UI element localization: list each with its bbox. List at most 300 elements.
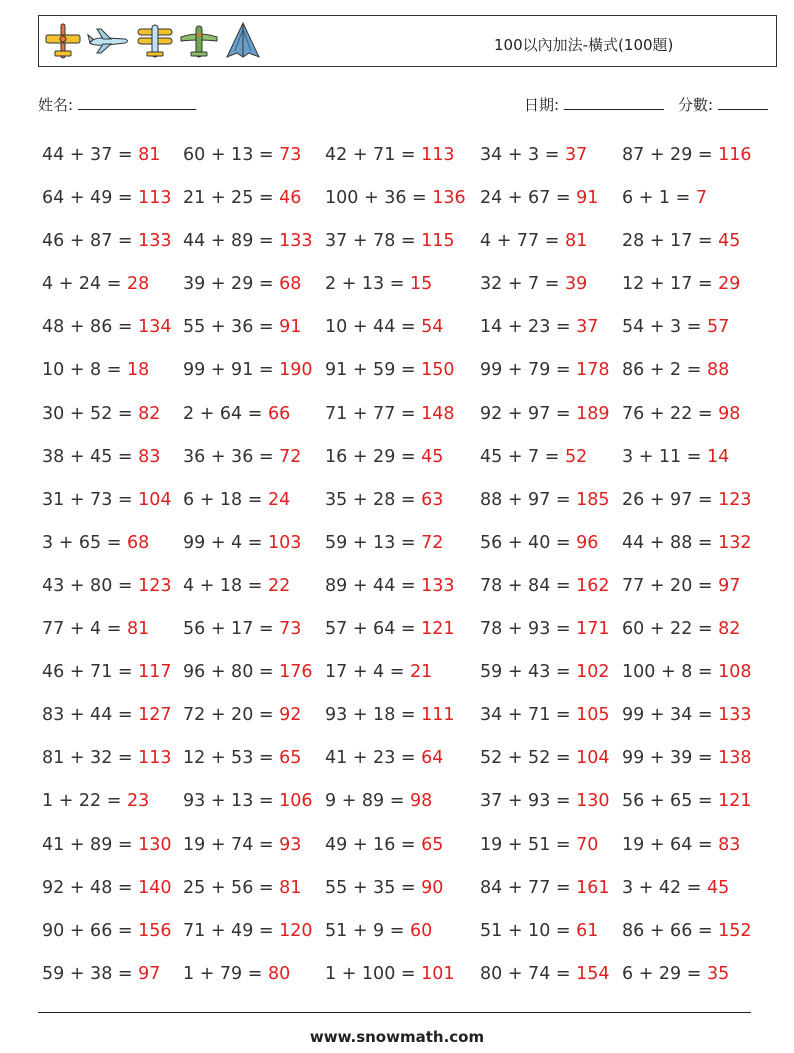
problem-question: 37 + 93 = [480, 791, 577, 812]
problem-item [42, 442, 183, 485]
problem-answer: 52 [564, 446, 588, 467]
problem-question: 92 + 97 = [480, 403, 577, 424]
problem-answer: 72 [421, 532, 444, 553]
problem-answer: 103 [267, 532, 302, 553]
problem-question: 41 + 23 = [325, 748, 422, 769]
problem-answer: 81 [564, 231, 588, 252]
problem-item [42, 700, 183, 743]
problem-question: 4 + 24 = [42, 274, 127, 295]
problem-item [183, 442, 325, 485]
score-label: 分數: [678, 96, 714, 114]
problem-answer: 185 [576, 489, 610, 510]
problem-item [42, 485, 183, 528]
problem-answer: 148 [421, 403, 455, 424]
problem-question: 71 + 49 = [183, 920, 280, 941]
problem-answer: 83 [138, 446, 161, 467]
problem-answer: 113 [138, 748, 172, 769]
problem-question: 6 + 18 = [183, 489, 268, 510]
problem-answer: 150 [421, 360, 455, 381]
problem-answer: 152 [718, 920, 752, 941]
problem-grid [42, 140, 762, 1002]
yellow-biplane-icon [135, 21, 175, 61]
problem-question: 6 + 1 = [622, 188, 696, 209]
problem-answer: 133 [138, 231, 172, 252]
problem-question: 42 + 71 = [325, 145, 422, 165]
problem-answer: 68 [126, 532, 150, 553]
problem-item [183, 355, 325, 398]
problem-item [325, 355, 480, 398]
problem-item [622, 140, 762, 183]
problem-answer: 130 [138, 834, 172, 855]
problem-question: 1 + 100 = [325, 963, 422, 984]
problem-question: 30 + 52 = [42, 403, 139, 424]
problem-answer: 132 [718, 532, 752, 553]
problem-item [42, 269, 183, 312]
problem-question: 10 + 44 = [325, 317, 422, 338]
problem-question: 3 + 42 = [622, 877, 707, 898]
problem-answer: 113 [138, 188, 172, 209]
problem-answer: 123 [138, 575, 172, 596]
problem-item [325, 312, 480, 355]
problem-question: 99 + 39 = [622, 748, 719, 769]
problem-answer: 81 [138, 145, 161, 165]
problem-item [42, 873, 183, 916]
problem-answer: 64 [421, 748, 444, 769]
problem-question: 100 + 36 = [325, 188, 433, 209]
problem-item [325, 657, 480, 700]
problem-question: 60 + 13 = [183, 145, 280, 165]
problem-answer: 127 [138, 705, 172, 726]
problem-answer: 18 [126, 360, 150, 381]
problem-item [42, 355, 183, 398]
problem-item [325, 786, 480, 829]
problem-answer: 90 [421, 877, 444, 898]
problem-item [622, 700, 762, 743]
problem-question: 51 + 10 = [480, 920, 577, 941]
problem-question: 19 + 64 = [622, 834, 719, 855]
problem-question: 9 + 89 = [325, 791, 410, 812]
problem-item [325, 485, 480, 528]
problem-item [42, 657, 183, 700]
problem-question: 80 + 74 = [480, 963, 577, 984]
problem-answer: 73 [279, 619, 302, 640]
problem-item [42, 183, 183, 226]
problem-question: 99 + 34 = [622, 705, 719, 726]
problem-question: 25 + 56 = [183, 877, 280, 898]
problem-answer: 121 [718, 791, 752, 812]
problem-answer: 65 [421, 834, 444, 855]
problem-answer: 60 [409, 920, 433, 941]
problem-question: 12 + 17 = [622, 274, 719, 295]
problem-item [480, 571, 622, 614]
problem-item [183, 786, 325, 829]
problem-question: 49 + 16 = [325, 834, 422, 855]
name-label: 姓名: [38, 96, 74, 114]
blue-jet-icon [87, 21, 131, 61]
problem-question: 1 + 79 = [183, 963, 268, 984]
problem-answer: 97 [138, 963, 161, 984]
problem-question: 72 + 20 = [183, 705, 280, 726]
problem-answer: 190 [279, 360, 313, 381]
problem-item [480, 399, 622, 442]
problem-question: 34 + 3 = [480, 145, 565, 165]
problem-question: 78 + 84 = [480, 575, 577, 596]
problem-answer: 80 [267, 963, 291, 984]
problem-item [480, 140, 622, 183]
problem-answer: 104 [138, 489, 172, 510]
problem-item [480, 959, 622, 1002]
problem-item [183, 269, 325, 312]
problem-item [42, 830, 183, 873]
problem-item [480, 355, 622, 398]
problem-item [42, 399, 183, 442]
problem-question: 32 + 7 = [480, 274, 565, 295]
problem-answer: 14 [706, 446, 730, 467]
problem-item [480, 873, 622, 916]
problem-question: 26 + 97 = [622, 489, 719, 510]
problem-question: 57 + 64 = [325, 619, 422, 640]
problem-item [183, 399, 325, 442]
problem-item [325, 528, 480, 571]
problem-item [183, 830, 325, 873]
problem-question: 34 + 71 = [480, 705, 577, 726]
problem-item [42, 312, 183, 355]
problem-question: 86 + 66 = [622, 920, 719, 941]
problem-item [325, 183, 480, 226]
problem-answer: 7 [695, 188, 707, 209]
problem-item [622, 442, 762, 485]
problem-answer: 82 [138, 403, 161, 424]
problem-item [622, 183, 762, 226]
problem-item [622, 528, 762, 571]
date-label: 日期: [524, 96, 560, 114]
problem-answer: 37 [576, 317, 599, 338]
problem-answer: 22 [267, 575, 291, 596]
problem-item [622, 830, 762, 873]
problem-question: 3 + 11 = [622, 446, 707, 467]
problem-answer: 81 [279, 877, 302, 898]
problem-answer: 24 [267, 489, 291, 510]
problem-answer: 133 [421, 575, 455, 596]
problem-item [480, 528, 622, 571]
problem-question: 76 + 22 = [622, 403, 719, 424]
problem-item [183, 183, 325, 226]
problem-question: 91 + 59 = [325, 360, 422, 381]
problem-question: 1 + 22 = [42, 791, 127, 812]
problem-answer: 88 [706, 360, 730, 381]
problem-item [622, 226, 762, 269]
problem-item [325, 399, 480, 442]
problem-question: 24 + 67 = [480, 188, 577, 209]
problem-answer: 178 [576, 360, 610, 381]
problem-question: 35 + 28 = [325, 489, 422, 510]
problem-item [622, 657, 762, 700]
problem-answer: 45 [718, 231, 741, 252]
problem-question: 39 + 29 = [183, 274, 280, 295]
problem-item [480, 183, 622, 226]
problem-answer: 133 [718, 705, 752, 726]
name-field[interactable] [38, 94, 196, 115]
date-field[interactable] [524, 94, 664, 115]
problem-item [325, 873, 480, 916]
problem-answer: 92 [279, 705, 302, 726]
problem-answer: 113 [421, 145, 455, 165]
problem-item [480, 786, 622, 829]
problem-question: 46 + 71 = [42, 662, 139, 683]
problem-question: 96 + 80 = [183, 662, 280, 683]
problem-answer: 105 [576, 705, 610, 726]
problem-question: 46 + 87 = [42, 231, 139, 252]
problem-item [480, 657, 622, 700]
problem-item [42, 959, 183, 1002]
problem-answer: 106 [279, 791, 313, 812]
problem-answer: 28 [126, 274, 150, 295]
problem-item [325, 830, 480, 873]
problem-item [480, 614, 622, 657]
problem-answer: 138 [718, 748, 752, 769]
problem-question: 2 + 13 = [325, 274, 410, 295]
problem-question: 86 + 2 = [622, 360, 707, 381]
blue-stealth-jet-icon [223, 21, 263, 61]
problem-answer: 115 [421, 231, 455, 252]
problem-item [183, 312, 325, 355]
problem-answer: 102 [576, 662, 610, 683]
problem-answer: 66 [267, 403, 291, 424]
problem-question: 64 + 49 = [42, 188, 139, 209]
name-blank[interactable] [78, 95, 196, 110]
problem-item [183, 916, 325, 959]
problem-question: 2 + 64 = [183, 403, 268, 424]
problem-answer: 120 [279, 920, 313, 941]
problem-answer: 156 [138, 920, 172, 941]
problem-item [325, 959, 480, 1002]
problem-item [183, 140, 325, 183]
problem-question: 89 + 44 = [325, 575, 422, 596]
problem-question: 37 + 78 = [325, 231, 422, 252]
problem-question: 12 + 53 = [183, 748, 280, 769]
problem-answer: 98 [718, 403, 741, 424]
problem-answer: 96 [576, 532, 599, 553]
problem-answer: 61 [576, 920, 599, 941]
problem-question: 99 + 79 = [480, 360, 577, 381]
problem-question: 44 + 37 = [42, 145, 139, 165]
problem-question: 17 + 4 = [325, 662, 410, 683]
problem-answer: 98 [409, 791, 433, 812]
problem-item [480, 312, 622, 355]
problem-answer: 45 [706, 877, 730, 898]
problem-answer: 73 [279, 145, 302, 165]
problem-question: 59 + 13 = [325, 532, 422, 553]
problem-question: 90 + 66 = [42, 920, 139, 941]
problem-item [325, 442, 480, 485]
problem-question: 44 + 89 = [183, 231, 280, 252]
worksheet-header [38, 15, 777, 67]
problem-item [183, 485, 325, 528]
problem-question: 56 + 17 = [183, 619, 280, 640]
problem-question: 28 + 17 = [622, 231, 719, 252]
problem-question: 19 + 74 = [183, 834, 280, 855]
problem-item [325, 700, 480, 743]
problem-question: 88 + 97 = [480, 489, 577, 510]
problem-question: 52 + 52 = [480, 748, 577, 769]
problem-question: 3 + 65 = [42, 532, 127, 553]
problem-question: 77 + 4 = [42, 619, 127, 640]
problem-answer: 117 [138, 662, 172, 683]
problem-answer: 68 [279, 274, 302, 295]
problem-item [42, 916, 183, 959]
problem-item [622, 355, 762, 398]
problem-question: 38 + 45 = [42, 446, 139, 467]
problem-answer: 70 [576, 834, 599, 855]
problem-question: 16 + 29 = [325, 446, 422, 467]
problem-item [325, 571, 480, 614]
problem-question: 71 + 77 = [325, 403, 422, 424]
problem-item [622, 786, 762, 829]
problem-answer: 21 [409, 662, 433, 683]
problem-item [622, 571, 762, 614]
problem-question: 55 + 36 = [183, 317, 280, 338]
problem-question: 36 + 36 = [183, 446, 280, 467]
yellow-plane-icon [43, 21, 83, 61]
problem-item [325, 916, 480, 959]
problem-item [183, 873, 325, 916]
problem-answer: 123 [718, 489, 752, 510]
problem-item [622, 873, 762, 916]
problem-answer: 104 [576, 748, 610, 769]
problem-answer: 176 [279, 662, 313, 683]
problem-question: 99 + 91 = [183, 360, 280, 381]
problem-answer: 35 [706, 963, 730, 984]
problem-answer: 154 [576, 963, 610, 984]
problem-answer: 140 [138, 877, 172, 898]
problem-answer: 162 [576, 575, 610, 596]
problem-item [325, 743, 480, 786]
problem-item [183, 657, 325, 700]
problem-answer: 65 [279, 748, 302, 769]
problem-answer: 82 [718, 619, 741, 640]
problem-question: 6 + 29 = [622, 963, 707, 984]
problem-question: 83 + 44 = [42, 705, 139, 726]
problem-question: 44 + 88 = [622, 532, 719, 553]
problem-item [183, 959, 325, 1002]
problem-answer: 91 [576, 188, 599, 209]
problem-item [325, 140, 480, 183]
icon-strip [43, 20, 263, 62]
problem-answer: 29 [718, 274, 741, 295]
problem-item [183, 614, 325, 657]
problem-question: 48 + 86 = [42, 317, 139, 338]
problem-answer: 93 [279, 834, 302, 855]
problem-answer: 111 [421, 705, 455, 726]
problem-answer: 45 [421, 446, 444, 467]
problem-question: 59 + 38 = [42, 963, 139, 984]
problem-answer: 15 [409, 274, 433, 295]
problem-answer: 46 [279, 188, 302, 209]
problem-question: 81 + 32 = [42, 748, 139, 769]
problem-question: 59 + 43 = [480, 662, 577, 683]
problem-item [42, 571, 183, 614]
problem-item [183, 528, 325, 571]
problem-question: 77 + 20 = [622, 575, 719, 596]
problem-answer: 91 [279, 317, 302, 338]
problem-question: 10 + 8 = [42, 360, 127, 381]
problem-question: 4 + 18 = [183, 575, 268, 596]
problem-item [480, 743, 622, 786]
problem-question: 51 + 9 = [325, 920, 410, 941]
problem-item [480, 442, 622, 485]
score-blank[interactable] [718, 95, 768, 110]
footer-url: www.snowmath.com [309, 1028, 485, 1046]
problem-answer: 37 [564, 145, 588, 165]
problem-item [622, 916, 762, 959]
problem-item [480, 485, 622, 528]
problem-question: 60 + 22 = [622, 619, 719, 640]
problem-item [183, 700, 325, 743]
problem-item [183, 743, 325, 786]
problem-answer: 116 [718, 145, 752, 165]
problem-question: 19 + 51 = [480, 834, 577, 855]
problem-item [42, 140, 183, 183]
problem-item [622, 959, 762, 1002]
problem-question: 45 + 7 = [480, 446, 565, 467]
problem-item [480, 700, 622, 743]
problem-item [183, 571, 325, 614]
problem-answer: 54 [421, 317, 444, 338]
problem-answer: 23 [126, 791, 150, 812]
problem-item [325, 269, 480, 312]
problem-question: 99 + 4 = [183, 532, 268, 553]
problem-item [325, 614, 480, 657]
problem-question: 93 + 13 = [183, 791, 280, 812]
date-blank[interactable] [564, 95, 664, 110]
problem-item [480, 269, 622, 312]
problem-answer: 57 [706, 317, 730, 338]
problem-item [42, 226, 183, 269]
problem-question: 87 + 29 = [622, 145, 719, 165]
worksheet-title: 100以內加法-橫式(100題) [494, 36, 674, 54]
problem-answer: 97 [718, 575, 741, 596]
problem-question: 92 + 48 = [42, 877, 139, 898]
problem-item [480, 226, 622, 269]
problem-question: 21 + 25 = [183, 188, 280, 209]
problem-answer: 189 [576, 403, 610, 424]
problem-question: 78 + 93 = [480, 619, 577, 640]
problem-item [42, 614, 183, 657]
problem-item [480, 830, 622, 873]
problem-answer: 136 [432, 188, 466, 209]
problem-item [622, 614, 762, 657]
problem-item [480, 916, 622, 959]
problem-question: 54 + 3 = [622, 317, 707, 338]
problem-question: 31 + 73 = [42, 489, 139, 510]
problem-question: 14 + 23 = [480, 317, 577, 338]
problem-item [622, 312, 762, 355]
problem-answer: 171 [576, 619, 610, 640]
score-field[interactable] [678, 94, 768, 115]
problem-question: 41 + 89 = [42, 834, 139, 855]
problem-question: 100 + 8 = [622, 662, 719, 683]
problem-item [42, 528, 183, 571]
problem-item [42, 786, 183, 829]
problem-question: 56 + 40 = [480, 532, 577, 553]
problem-answer: 81 [126, 619, 150, 640]
problem-answer: 121 [421, 619, 455, 640]
problem-answer: 83 [718, 834, 741, 855]
problem-question: 84 + 77 = [480, 877, 577, 898]
problem-answer: 108 [718, 662, 752, 683]
problem-answer: 63 [421, 489, 444, 510]
problem-item [622, 743, 762, 786]
